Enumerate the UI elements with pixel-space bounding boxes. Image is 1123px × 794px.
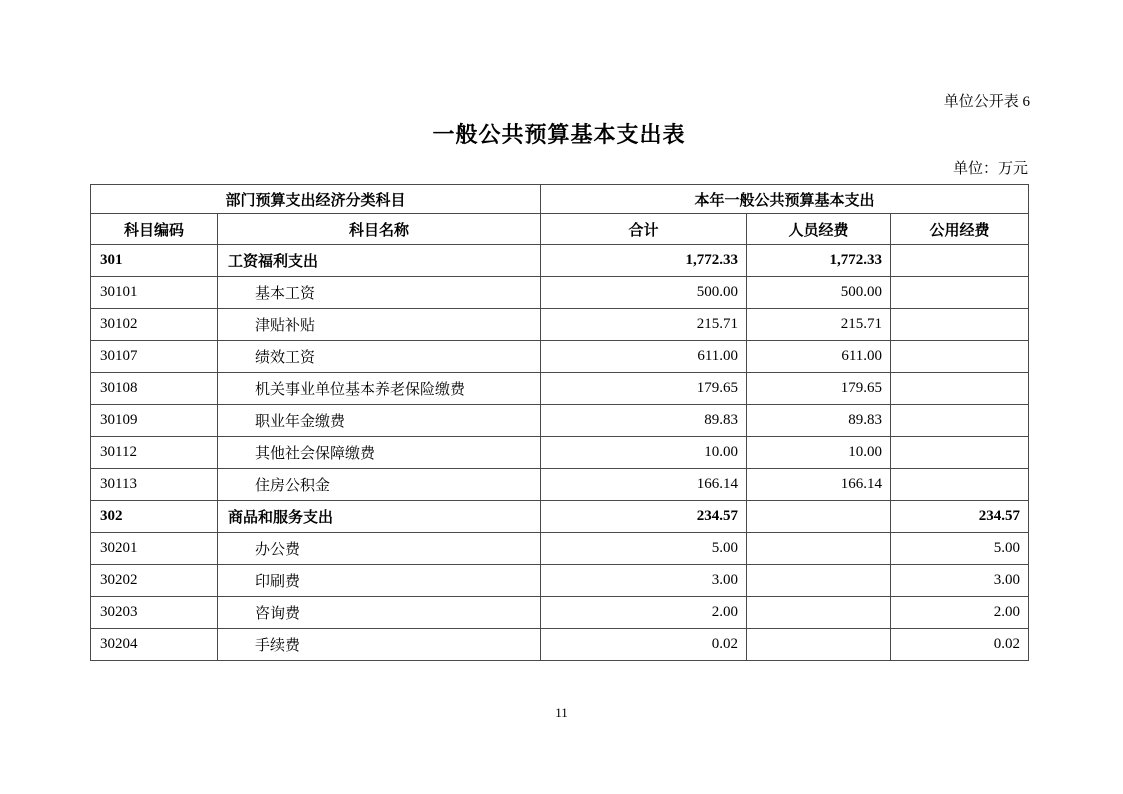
table-row <box>91 405 1029 437</box>
public-funds-cell: 2.00 <box>891 597 1029 629</box>
personnel-funds-cell <box>747 533 891 565</box>
subject-name-cell: 商品和服务支出 <box>218 501 541 533</box>
total-cell: 2.00 <box>541 597 747 629</box>
subject-name-cell: 基本工资 <box>218 277 541 309</box>
table-row <box>91 533 1029 565</box>
personnel-funds-cell: 1,772.33 <box>747 245 891 277</box>
subject-name-cell: 职业年金缴费 <box>218 405 541 437</box>
column-header-personnel-funds: 人员经费 <box>747 214 891 245</box>
subject-name-cell: 手续费 <box>218 629 541 661</box>
column-header-subject-code: 科目编码 <box>91 214 218 245</box>
column-header-public-funds: 公用经费 <box>891 214 1029 245</box>
public-funds-cell <box>891 469 1029 501</box>
public-funds-cell: 5.00 <box>891 533 1029 565</box>
table-row <box>91 245 1029 277</box>
page-number: 11 <box>555 705 568 720</box>
table-row <box>91 469 1029 501</box>
public-funds-cell: 0.02 <box>891 629 1029 661</box>
subject-code-cell: 30203 <box>91 597 218 629</box>
column-header-subject-name: 科目名称 <box>218 214 541 245</box>
personnel-funds-cell <box>747 629 891 661</box>
personnel-funds-cell: 179.65 <box>747 373 891 405</box>
total-cell: 215.71 <box>541 309 747 341</box>
subject-name-cell: 咨询费 <box>218 597 541 629</box>
subject-name-cell: 住房公积金 <box>218 469 541 501</box>
subject-code-cell: 30102 <box>91 309 218 341</box>
public-funds-cell: 234.57 <box>891 501 1029 533</box>
table-header-group-row <box>91 185 1029 214</box>
table-row <box>91 373 1029 405</box>
total-cell: 89.83 <box>541 405 747 437</box>
public-funds-cell <box>891 437 1029 469</box>
table-column-header-row <box>91 214 1029 245</box>
total-cell: 5.00 <box>541 533 747 565</box>
public-funds-cell <box>891 405 1029 437</box>
unit-of-measure-label: 单位：万元 <box>952 161 1028 177</box>
total-cell: 10.00 <box>541 437 747 469</box>
total-cell: 3.00 <box>541 565 747 597</box>
total-cell: 179.65 <box>541 373 747 405</box>
table-row <box>91 309 1029 341</box>
subject-code-cell: 301 <box>91 245 218 277</box>
personnel-funds-cell: 89.83 <box>747 405 891 437</box>
corner-table-label: 单位公开表 6 <box>943 94 1030 110</box>
total-cell: 234.57 <box>541 501 747 533</box>
subject-code-cell: 30204 <box>91 629 218 661</box>
subject-name-cell: 绩效工资 <box>218 341 541 373</box>
table-row <box>91 277 1029 309</box>
personnel-funds-cell: 611.00 <box>747 341 891 373</box>
subject-code-cell: 302 <box>91 501 218 533</box>
subject-code-cell: 30201 <box>91 533 218 565</box>
table-row <box>91 597 1029 629</box>
subject-code-cell: 30107 <box>91 341 218 373</box>
total-cell: 0.02 <box>541 629 747 661</box>
subject-name-cell: 印刷费 <box>218 565 541 597</box>
budget-table <box>90 184 1029 661</box>
page-title: 一般公共预算基本支出表 <box>432 122 686 147</box>
subject-code-cell: 30112 <box>91 437 218 469</box>
subject-name-cell: 机关事业单位基本养老保险缴费 <box>218 373 541 405</box>
public-funds-cell <box>891 341 1029 373</box>
column-header-total: 合计 <box>541 214 747 245</box>
public-funds-cell <box>891 309 1029 341</box>
personnel-funds-cell: 166.14 <box>747 469 891 501</box>
public-funds-cell: 3.00 <box>891 565 1029 597</box>
total-cell: 500.00 <box>541 277 747 309</box>
personnel-funds-cell: 215.71 <box>747 309 891 341</box>
subject-name-cell: 办公费 <box>218 533 541 565</box>
subject-name-cell: 工资福利支出 <box>218 245 541 277</box>
personnel-funds-cell <box>747 501 891 533</box>
subject-name-cell: 津贴补贴 <box>218 309 541 341</box>
public-funds-cell <box>891 245 1029 277</box>
header-classification-subjects: 部门预算支出经济分类科目 <box>91 185 541 214</box>
public-funds-cell <box>891 373 1029 405</box>
subject-code-cell: 30113 <box>91 469 218 501</box>
personnel-funds-cell <box>747 565 891 597</box>
total-cell: 611.00 <box>541 341 747 373</box>
subject-code-cell: 30108 <box>91 373 218 405</box>
total-cell: 1,772.33 <box>541 245 747 277</box>
total-cell: 166.14 <box>541 469 747 501</box>
personnel-funds-cell <box>747 597 891 629</box>
subject-code-cell: 30202 <box>91 565 218 597</box>
subject-name-cell: 其他社会保障缴费 <box>218 437 541 469</box>
personnel-funds-cell: 500.00 <box>747 277 891 309</box>
subject-code-cell: 30109 <box>91 405 218 437</box>
table-row <box>91 565 1029 597</box>
personnel-funds-cell: 10.00 <box>747 437 891 469</box>
table-row <box>91 341 1029 373</box>
table-row <box>91 437 1029 469</box>
public-funds-cell <box>891 277 1029 309</box>
table-row <box>91 629 1029 661</box>
subject-code-cell: 30101 <box>91 277 218 309</box>
header-current-year-expenditure: 本年一般公共预算基本支出 <box>541 185 1029 214</box>
table-row <box>91 501 1029 533</box>
